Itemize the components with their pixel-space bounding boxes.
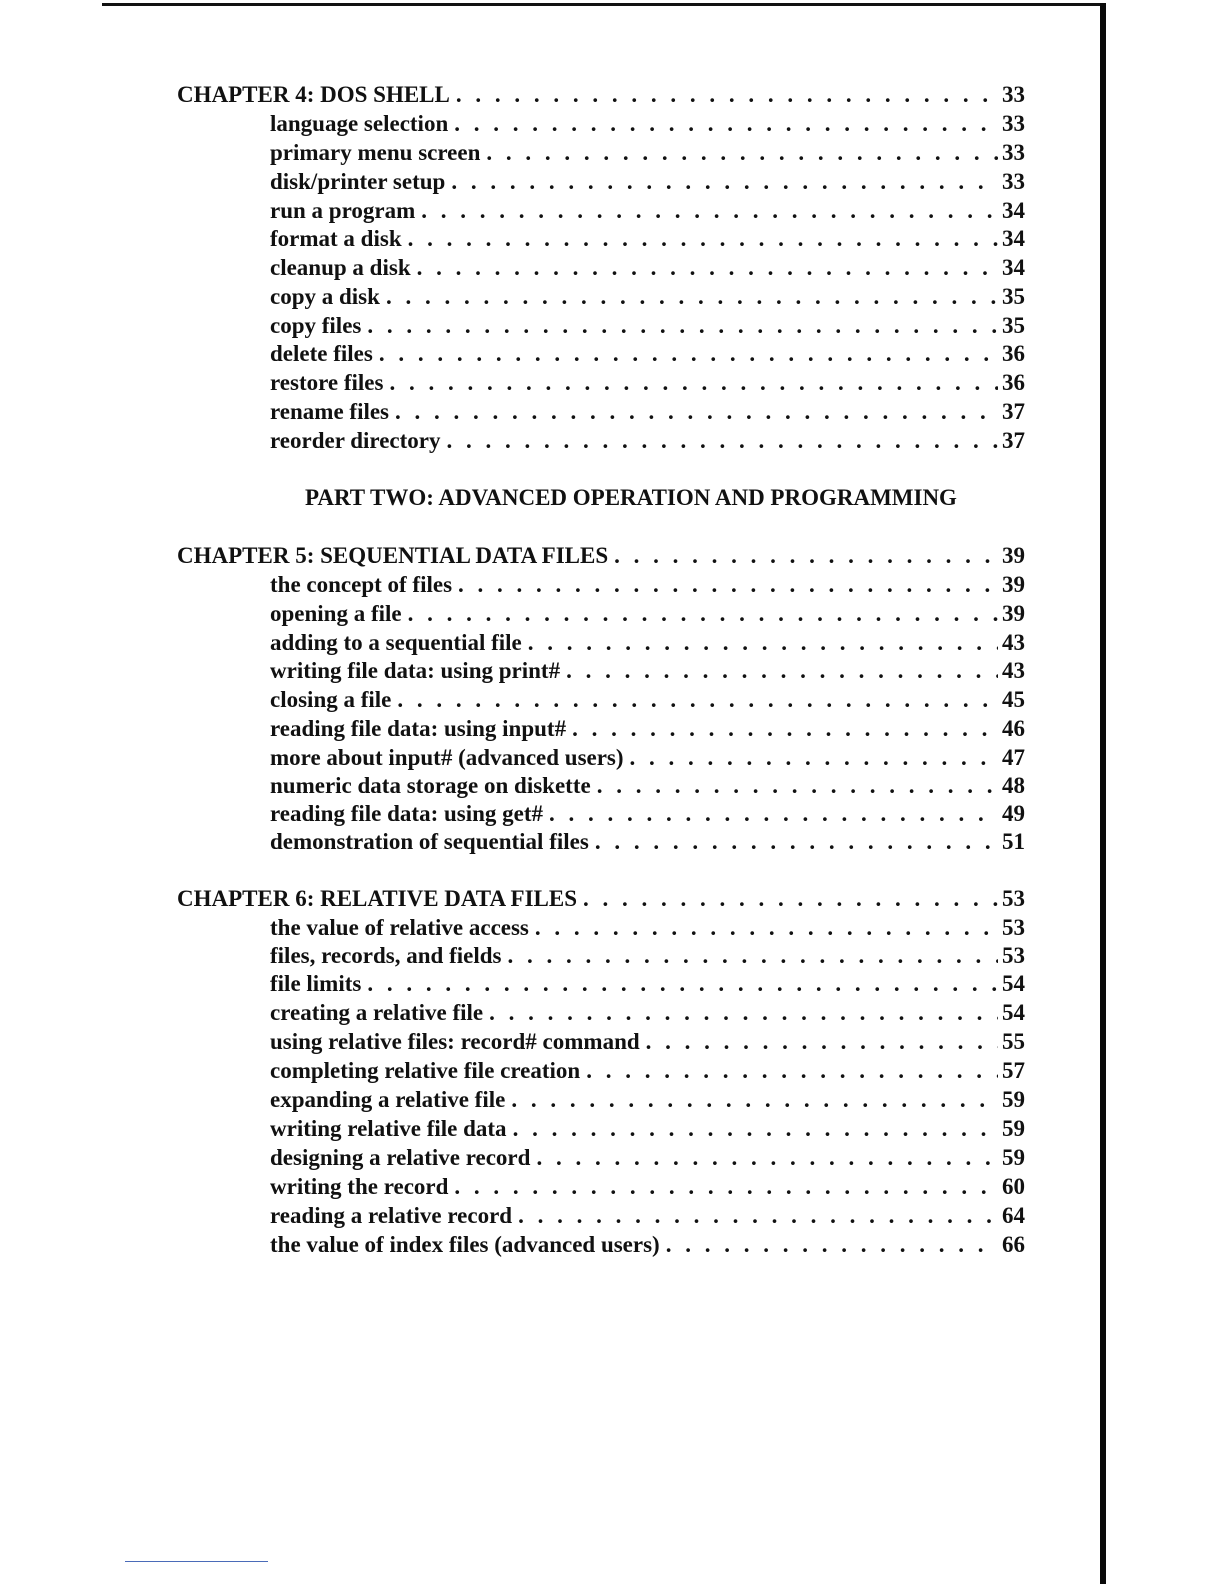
chapter-title: CHAPTER 5: SEQUENTIAL DATA FILES — [177, 543, 609, 568]
dot-leader — [386, 283, 998, 311]
dot-leader — [379, 340, 998, 368]
dot-leader — [586, 1057, 998, 1085]
dot-leader — [408, 600, 998, 628]
page-number: 34 — [1002, 226, 1025, 251]
page-number: 43 — [1002, 658, 1025, 683]
dot-leader — [583, 885, 998, 913]
page-number: 33 — [1002, 111, 1025, 136]
toc-entry — [270, 828, 1025, 856]
page-number: 33 — [1002, 169, 1025, 194]
page-number: 59 — [1002, 1116, 1025, 1141]
entry-label: file limits — [270, 971, 362, 996]
dot-leader — [535, 914, 998, 942]
dot-leader — [454, 1173, 998, 1201]
entry-label: opening a file — [270, 601, 402, 626]
dot-leader — [395, 398, 998, 426]
dot-leader — [367, 970, 998, 998]
toc-entry — [270, 715, 1025, 743]
page-number: 34 — [1002, 255, 1025, 280]
entry-label: language selection — [270, 111, 449, 136]
entry-label: more about input# (advanced users) — [270, 745, 624, 770]
page-number: 45 — [1002, 687, 1025, 712]
chapter-title: CHAPTER 4: DOS SHELL — [177, 82, 450, 107]
entry-label: writing relative file data — [270, 1116, 507, 1141]
dot-leader — [614, 542, 998, 570]
toc-chapter-4 — [177, 81, 1025, 109]
dot-leader — [458, 571, 998, 599]
entry-label: creating a relative file — [270, 1000, 484, 1025]
bottom-margin-mark — [125, 1561, 268, 1562]
toc-entry — [270, 139, 1025, 167]
entry-label: files, records, and fields — [270, 943, 502, 968]
toc-entry — [270, 1028, 1025, 1056]
page-number: 37 — [1002, 428, 1025, 453]
dot-leader — [486, 139, 998, 167]
page-number: 36 — [1002, 370, 1025, 395]
dot-leader — [518, 1202, 998, 1230]
page-number: 60 — [1002, 1174, 1025, 1199]
entry-label: the value of index files (advanced users) — [270, 1232, 660, 1257]
page-number: 54 — [1002, 1000, 1025, 1025]
page-number: 55 — [1002, 1029, 1025, 1054]
toc-entry — [270, 254, 1025, 282]
entry-label: adding to a sequential file — [270, 630, 522, 655]
entry-label: reading a relative record — [270, 1203, 513, 1228]
dot-leader — [572, 715, 998, 743]
entry-label: writing file data: using print# — [270, 658, 561, 683]
toc-entry — [270, 1173, 1025, 1201]
dot-leader — [549, 800, 998, 828]
page-number: 57 — [1002, 1058, 1025, 1083]
page-number: 34 — [1002, 198, 1025, 223]
page-number: 53 — [1002, 943, 1025, 968]
page-number: 53 — [1002, 886, 1025, 911]
page-number: 37 — [1002, 399, 1025, 424]
dot-leader — [397, 686, 998, 714]
toc-entry — [270, 914, 1025, 942]
page-number: 43 — [1002, 630, 1025, 655]
page-number: 36 — [1002, 341, 1025, 366]
toc-entry — [270, 398, 1025, 426]
entry-label: using relative files: record# command — [270, 1029, 640, 1054]
dot-leader — [489, 999, 998, 1027]
toc-entry — [270, 1057, 1025, 1085]
page-number: 35 — [1002, 284, 1025, 309]
dot-leader — [447, 427, 998, 455]
top-border-rule — [102, 3, 1105, 6]
dot-leader — [630, 744, 998, 772]
page-number: 51 — [1002, 829, 1025, 854]
toc-entry — [270, 1086, 1025, 1114]
toc-entry — [270, 800, 1025, 828]
toc-entry — [270, 340, 1025, 368]
page-number: 33 — [1002, 140, 1025, 165]
dot-leader — [595, 828, 998, 856]
page-number: 53 — [1002, 915, 1025, 940]
dot-leader — [454, 110, 998, 138]
page-number: 59 — [1002, 1145, 1025, 1170]
dot-leader — [389, 369, 998, 397]
dot-leader — [646, 1028, 998, 1056]
page-number: 39 — [1002, 601, 1025, 626]
toc-entry — [270, 744, 1025, 772]
entry-label: reading file data: using get# — [270, 801, 544, 826]
toc-entry — [270, 942, 1025, 970]
entry-label: primary menu screen — [270, 140, 481, 165]
toc-chapter-6 — [177, 885, 1025, 913]
toc-entry — [270, 427, 1025, 455]
page-number: 39 — [1002, 572, 1025, 597]
dot-leader — [566, 657, 998, 685]
toc-entry — [270, 312, 1025, 340]
page-number: 33 — [1002, 82, 1025, 107]
right-page-edge — [1100, 3, 1106, 1584]
dot-leader — [511, 1086, 998, 1114]
chapter-title: CHAPTER 6: RELATIVE DATA FILES — [177, 886, 578, 911]
toc-entry — [270, 1202, 1025, 1230]
toc-entry — [270, 772, 1025, 800]
dot-leader — [507, 942, 998, 970]
toc-entry — [270, 571, 1025, 599]
entry-label: cleanup a disk — [270, 255, 411, 280]
toc-entry — [270, 110, 1025, 138]
toc-entry — [270, 197, 1025, 225]
dot-leader — [597, 772, 998, 800]
entry-label: expanding a relative file — [270, 1087, 506, 1112]
dot-leader — [367, 312, 998, 340]
entry-label: copy a disk — [270, 284, 380, 309]
toc-entry — [270, 225, 1025, 253]
entry-label: format a disk — [270, 226, 402, 251]
toc-entry — [270, 1231, 1025, 1259]
entry-label: demonstration of sequential files — [270, 829, 589, 854]
entry-label: copy files — [270, 313, 362, 338]
part-two-heading: PART TWO: ADVANCED OPERATION AND PROGRAMMING — [305, 485, 957, 510]
toc-entry — [270, 369, 1025, 397]
entry-label: designing a relative record — [270, 1145, 531, 1170]
entry-label: reading file data: using input# — [270, 716, 567, 741]
toc-entry — [270, 657, 1025, 685]
dot-leader — [421, 197, 998, 225]
dot-leader — [451, 168, 998, 196]
toc-entry — [270, 1144, 1025, 1172]
page-number: 59 — [1002, 1087, 1025, 1112]
toc-entry — [270, 1115, 1025, 1143]
entry-label: rename files — [270, 399, 390, 424]
toc-entry — [270, 686, 1025, 714]
toc-entry — [270, 600, 1025, 628]
toc-entry — [270, 999, 1025, 1027]
entry-label: run a program — [270, 198, 416, 223]
page-number: 39 — [1002, 543, 1025, 568]
dot-leader — [408, 225, 998, 253]
dot-leader — [666, 1231, 998, 1259]
page-number: 49 — [1002, 801, 1025, 826]
dot-leader — [417, 254, 998, 282]
entry-label: restore files — [270, 370, 384, 395]
page-number: 47 — [1002, 745, 1025, 770]
entry-label: reorder directory — [270, 428, 441, 453]
page-number: 64 — [1002, 1203, 1025, 1228]
page-number: 54 — [1002, 971, 1025, 996]
page-number: 35 — [1002, 313, 1025, 338]
page-number: 66 — [1002, 1232, 1025, 1257]
page-number: 46 — [1002, 716, 1025, 741]
dot-leader — [528, 629, 998, 657]
entry-label: writing the record — [270, 1174, 449, 1199]
dot-leader — [456, 81, 998, 109]
entry-label: completing relative file creation — [270, 1058, 581, 1083]
entry-label: disk/printer setup — [270, 169, 446, 194]
page-number: 48 — [1002, 773, 1025, 798]
toc-chapter-5 — [177, 542, 1025, 570]
dot-leader — [513, 1115, 998, 1143]
entry-label: the value of relative access — [270, 915, 529, 940]
entry-label: delete files — [270, 341, 373, 366]
entry-label: closing a file — [270, 687, 392, 712]
toc-entry — [270, 283, 1025, 311]
entry-label: the concept of files — [270, 572, 453, 597]
toc-entry — [270, 168, 1025, 196]
toc-entry — [270, 970, 1025, 998]
toc-entry — [270, 629, 1025, 657]
entry-label: numeric data storage on diskette — [270, 773, 591, 798]
dot-leader — [536, 1144, 998, 1172]
